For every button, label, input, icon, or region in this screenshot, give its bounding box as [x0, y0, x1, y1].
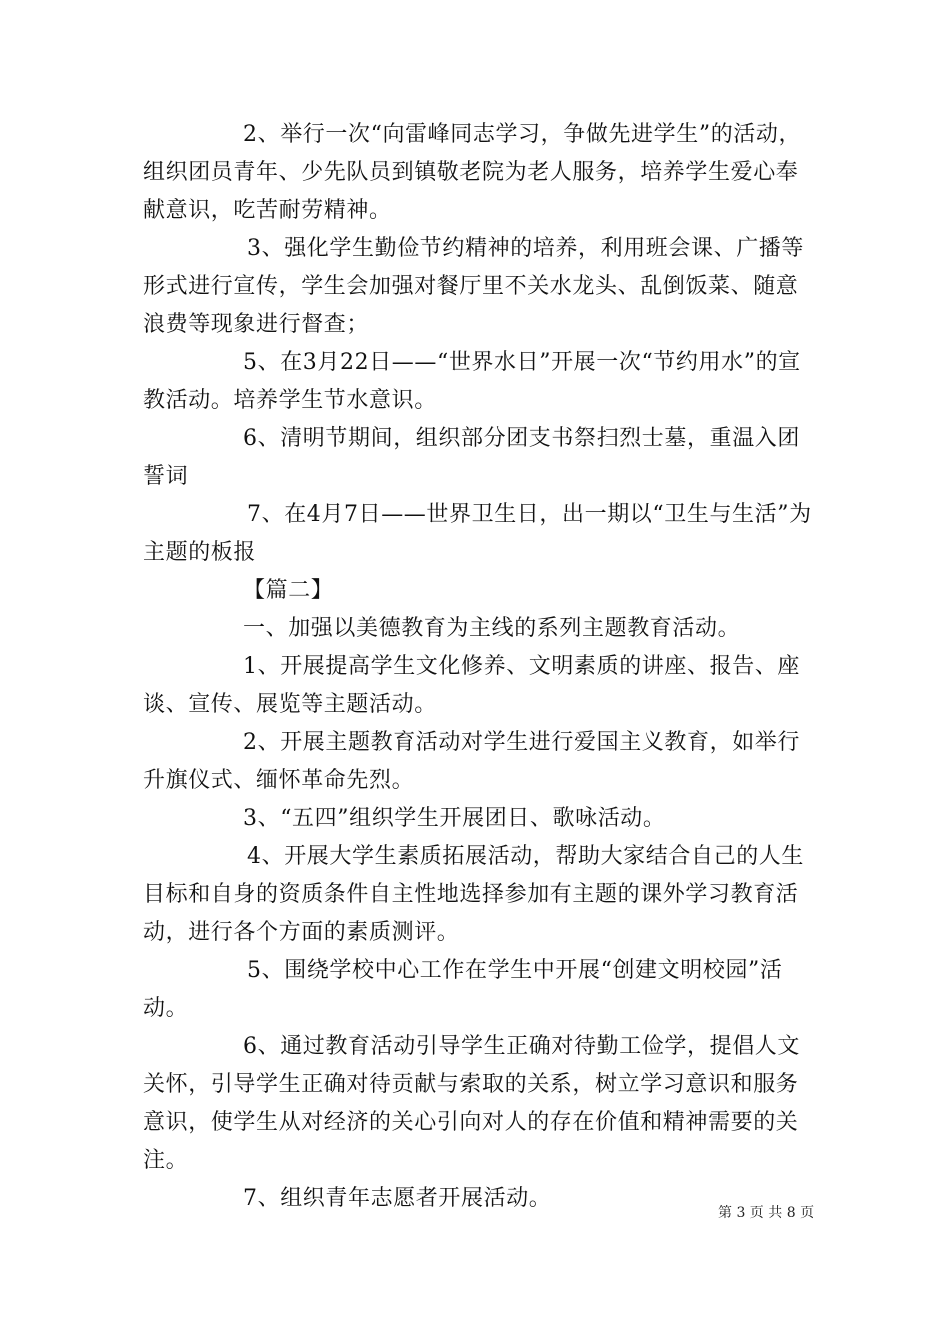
- page-number-footer: 第 3 页 共 8 页: [718, 1205, 815, 1221]
- paragraph-item-4: 4、开展大学生素质拓展活动，帮助大家结合自己的人生目标和自身的资质条件自主性地选择参加有主题的课外学习教育活动，进行各个方面的素质测评。: [143, 844, 804, 945]
- paragraph-item-7: 7、组织青年志愿者开展活动。: [243, 1186, 552, 1211]
- document-body: [143, 116, 815, 1218]
- paragraph-item-5: 5、围绕学校中心工作在学生中开展“创建文明校园”活动。: [143, 958, 783, 1021]
- paragraph-activity-5: 5、在3月22日——“世界水日”开展一次“节约用水”的宣教活动。培养学生节水意识。: [143, 350, 801, 413]
- paragraph-section-one: 一、加强以美德教育为主线的系列主题教育活动。: [243, 616, 741, 641]
- paragraph-item-2: 2、开展主题教育活动对学生进行爱国主义教育，如举行升旗仪式、缅怀革命先烈。: [143, 730, 800, 793]
- paragraph-item-6: 6、通过教育活动引导学生正确对待勤工俭学，提倡人文关怀，引导学生正确对待贡献与索取的关系，树立学习意识和服务意识，使学生从对经济的关心引向对人的存在价值和精神需要的关注。: [143, 1034, 800, 1173]
- paragraph-activity-2: 2、举行一次“向雷峰同志学习，争做先进学生”的活动，组织团员青年、少先队员到镇敬老院为老人服务，培养学生爱心奉献意识，吃苦耐劳精神。: [143, 122, 802, 223]
- section-heading-part-two: 【篇二】: [243, 578, 334, 603]
- paragraph-item-1: 1、开展提高学生文化修养、文明素质的讲座、报告、座谈、宣传、展览等主题活动。: [143, 654, 800, 717]
- paragraph-item-3: 3、“五四”组织学生开展团日、歌咏活动。: [243, 806, 666, 831]
- paragraph-activity-6: 6、清明节期间，组织部分团支书祭扫烈士墓，重温入团誓词: [143, 426, 800, 489]
- paragraph-activity-7: 7、在4月7日——世界卫生日，出一期以“卫生与生活”为主题的板报: [143, 502, 812, 565]
- paragraph-activity-3: 3、强化学生勤俭节约精神的培养，利用班会课、广播等形式进行宣传，学生会加强对餐厅里不关水龙头、乱倒饭菜、随意浪费等现象进行督查；: [143, 236, 804, 337]
